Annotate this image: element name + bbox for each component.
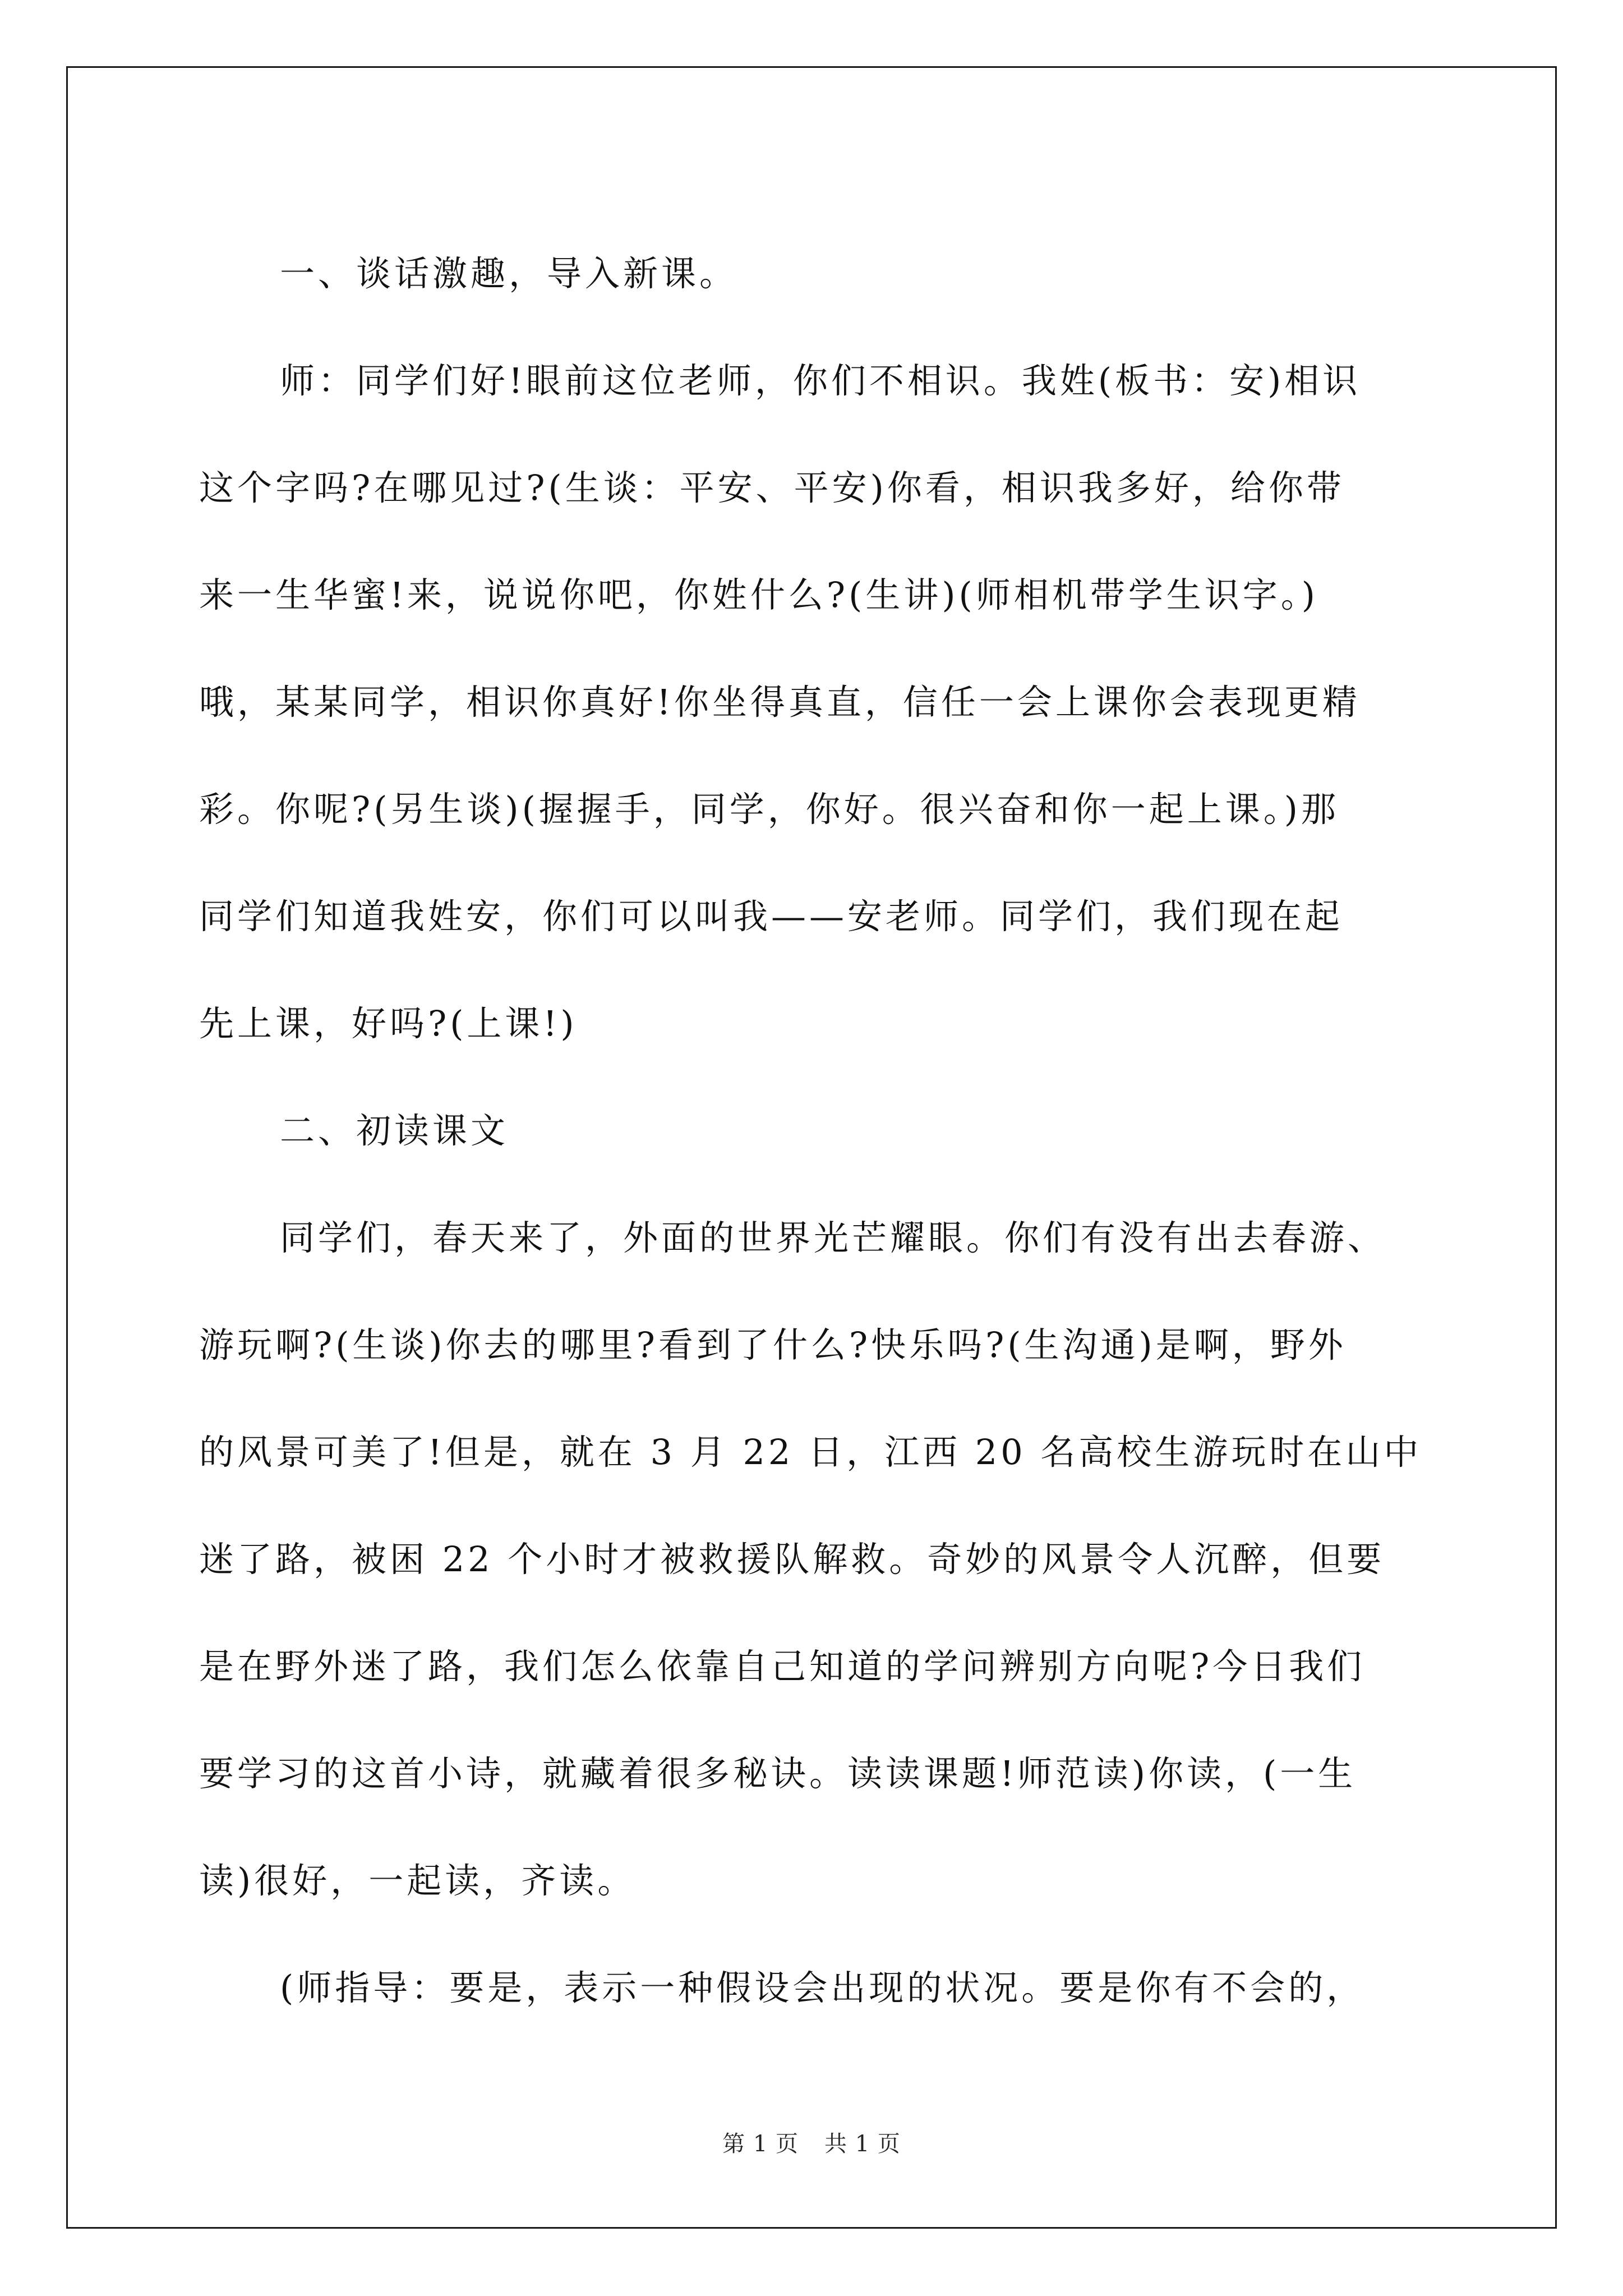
page-footer [0,2126,1623,2158]
text-line: 来一生华蜜!来，说说你吧，你姓什么?(生讲)(师相机带学生识字。) [199,574,1318,615]
text-line: 师：同学们好!眼前这位老师，你们不相识。我姓(板书：安)相识 [280,360,1361,401]
text-line: (师指导：要是，表示一种假设会出现的状况。要是你有不会的， [280,1967,1365,2008]
page-number: 第 1 页 [722,2131,799,2157]
text-line: 先上课，好吗?(上课!) [199,1003,578,1044]
page-total: 共 1 页 [824,2131,901,2157]
text-line: 游玩啊?(生谈)你去的哪里?看到了什么?快乐吗?(生沟通)是啊，野外 [199,1324,1347,1365]
text-line: 同学们知道我姓安，你们可以叫我——安老师。同学们，我们现在起 [199,896,1344,937]
text-line: 这个字吗?在哪见过?(生谈：平安、平安)你看，相识我多好，给你带 [199,467,1345,508]
heading-section-2: 二、初读课文 [280,1110,509,1151]
text-line: 读)很好，一起读，齐读。 [199,1860,636,1901]
text-line: 的风景可美了!但是，就在 3 月 22 日，江西 20 名高校生游玩时在山中 [199,1432,1422,1473]
text-line: 要学习的这首小诗，就藏着很多秘诀。读读课题!师范读)你读，(一生 [199,1753,1357,1794]
text-line: 是在野外迷了路，我们怎么依靠自己知道的学问辨别方向呢?今日我们 [199,1646,1366,1687]
text-line: 迷了路，被困 22 个小时才被救援队解救。奇妙的风景令人沉醉，但要 [199,1539,1385,1580]
document-body [199,220,1472,2041]
text-line: 彩。你呢?(另生谈)(握握手，同学，你好。很兴奋和你一起上课。)那 [199,789,1339,830]
text-line: 同学们，春天来了，外面的世界光芒耀眼。你们有没有出去春游、 [280,1217,1386,1258]
text-line: 哦，某某同学，相识你真好!你坐得真直，信任一会上课你会表现更精 [199,682,1361,723]
heading-section-1: 一、谈话激趣，导入新课。 [280,253,738,294]
